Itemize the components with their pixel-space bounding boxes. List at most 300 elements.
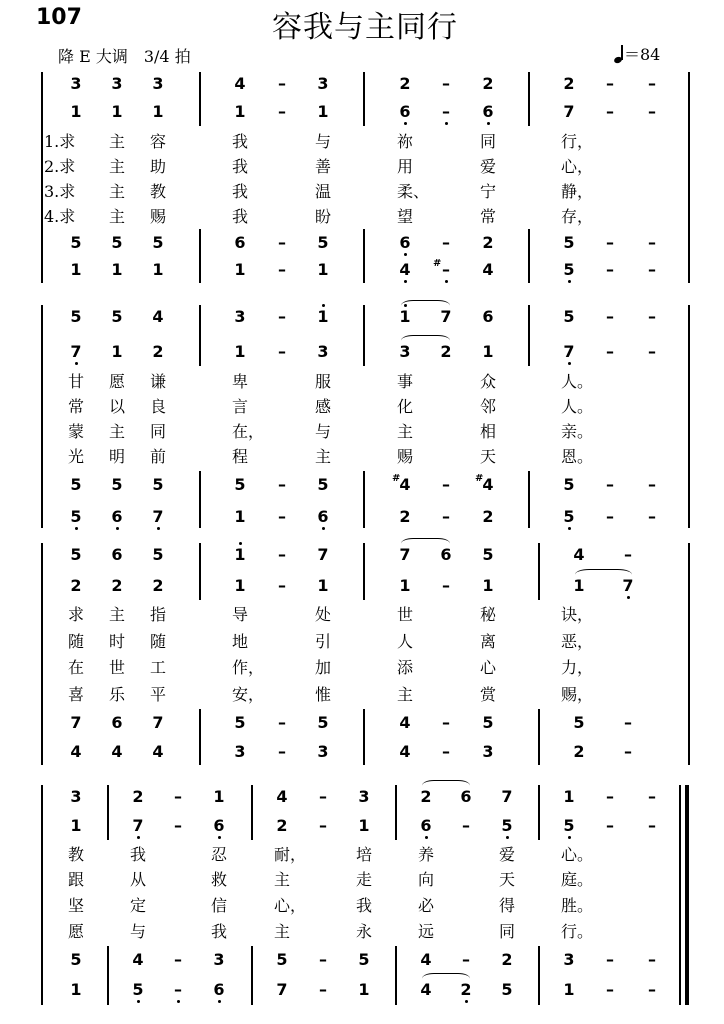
octave-dot	[75, 527, 78, 530]
lyric-text: 主	[274, 922, 291, 941]
dash-extend	[640, 475, 664, 495]
lyric-text: 柔、	[397, 182, 430, 201]
lyric-text: 祢	[397, 132, 414, 151]
barline	[363, 543, 365, 600]
note-text: 1	[70, 980, 82, 999]
lyric-syllable	[109, 182, 133, 202]
note	[270, 950, 294, 970]
note	[567, 545, 591, 565]
lyric-text: 静，	[561, 182, 594, 201]
note	[105, 260, 129, 280]
dash-extend	[640, 74, 664, 94]
dash-extend	[598, 980, 622, 1000]
lyric-text: 我	[232, 182, 249, 201]
note-text: 5	[70, 307, 82, 326]
lyric-syllable	[44, 157, 76, 177]
lyric-syllable	[68, 605, 92, 625]
note	[105, 102, 129, 122]
lyric-syllable	[211, 845, 235, 865]
note	[311, 342, 335, 362]
note-text: 2	[276, 816, 288, 835]
note	[311, 102, 335, 122]
dash-extend	[640, 507, 664, 527]
lyric-text: 添	[397, 658, 414, 677]
note	[105, 576, 129, 596]
note-text: 1	[317, 260, 329, 279]
lyric-syllable	[480, 397, 504, 417]
octave-dot	[487, 122, 490, 125]
note-text: –	[624, 545, 632, 564]
note	[126, 950, 150, 970]
dash-extend	[270, 475, 294, 495]
lyric-syllable	[561, 896, 594, 916]
barline	[688, 72, 690, 283]
lyric-text: 愿	[109, 372, 126, 391]
note	[393, 74, 417, 94]
note-text: 3	[317, 74, 329, 93]
dash-extend	[434, 742, 458, 762]
lyric-syllable	[109, 132, 133, 152]
lyric-syllable	[397, 132, 421, 152]
note-text: 2	[482, 74, 494, 93]
lyric-syllable	[150, 132, 174, 152]
note-text: –	[606, 950, 614, 969]
sharp-sign: #	[475, 473, 484, 484]
note-text: –	[174, 816, 182, 835]
octave-dot	[627, 596, 630, 599]
lyric-syllable	[499, 896, 523, 916]
lyric-syllable	[274, 845, 307, 865]
note-text: 7	[152, 713, 164, 732]
note-text: 1	[358, 816, 370, 835]
lyric-text: 忍	[211, 845, 228, 864]
note-text: 3	[111, 74, 123, 93]
lyric-text: 与	[130, 922, 147, 941]
note-text: –	[606, 74, 614, 93]
note	[393, 742, 417, 762]
note-text: 3	[234, 742, 246, 761]
dash-extend	[598, 475, 622, 495]
note-text: –	[278, 74, 286, 93]
dash-extend	[270, 233, 294, 253]
note-text: 4	[70, 742, 82, 761]
dash-extend	[270, 742, 294, 762]
dash-extend	[434, 233, 458, 253]
lyric-text: 培	[356, 845, 373, 864]
lyric-text: 加	[315, 658, 332, 677]
note-text: 6	[111, 713, 123, 732]
note-text: 6	[399, 102, 411, 121]
dash-extend	[166, 980, 190, 1000]
lyric-syllable	[150, 372, 174, 392]
lyric-text: 主	[397, 422, 414, 441]
note	[557, 950, 581, 970]
barline	[41, 72, 43, 283]
note	[228, 475, 252, 495]
dash-extend	[640, 980, 664, 1000]
note-text: 2	[501, 950, 513, 969]
note-text: 5	[70, 233, 82, 252]
note	[126, 816, 150, 836]
note	[476, 74, 500, 94]
barline	[199, 543, 201, 600]
lyric-text: 喜	[68, 685, 85, 704]
note	[64, 980, 88, 1000]
dash-extend	[640, 260, 664, 280]
dash-extend	[640, 307, 664, 327]
lyric-syllable	[109, 157, 133, 177]
lyric-syllable	[418, 896, 442, 916]
note-text: 2	[152, 342, 164, 361]
lyric-text: 诀，	[561, 605, 594, 624]
lyric-syllable	[397, 658, 421, 678]
note-text: 5	[152, 233, 164, 252]
lyric-syllable	[480, 658, 504, 678]
barline	[395, 785, 397, 840]
dash-extend	[270, 342, 294, 362]
lyric-text: 主	[274, 870, 291, 889]
lyric-syllable	[480, 207, 504, 227]
lyric-syllable	[315, 207, 339, 227]
note-text: 1	[573, 576, 585, 595]
lyric-text: 爱	[480, 157, 497, 176]
lyric-syllable	[315, 132, 339, 152]
note	[64, 507, 88, 527]
dash-extend	[311, 980, 335, 1000]
dash-extend	[434, 507, 458, 527]
lyric-text: 明	[109, 447, 126, 466]
note	[557, 342, 581, 362]
note-text: 7	[70, 342, 82, 361]
note	[64, 950, 88, 970]
lyric-syllable	[109, 605, 133, 625]
note	[228, 260, 252, 280]
lyric-syllable	[150, 632, 174, 652]
lyric-syllable	[109, 422, 133, 442]
note	[476, 545, 500, 565]
lyric-syllable	[68, 397, 92, 417]
note-text: 3	[482, 742, 494, 761]
note-text: 4	[132, 950, 144, 969]
note-text: –	[278, 742, 286, 761]
lyric-text: 心。	[561, 845, 594, 864]
lyric-text: 在	[68, 658, 85, 677]
lyric-syllable	[315, 422, 339, 442]
note-text: 5	[482, 713, 494, 732]
dash-extend	[598, 816, 622, 836]
note	[105, 307, 129, 327]
dash-extend	[616, 545, 640, 565]
lyric-syllable	[397, 605, 421, 625]
lyric-syllable	[561, 632, 594, 652]
lyric-syllable	[232, 605, 256, 625]
lyric-syllable	[150, 182, 174, 202]
note	[105, 507, 129, 527]
note	[64, 102, 88, 122]
lyric-syllable	[109, 632, 133, 652]
note-text: 5	[317, 713, 329, 732]
note	[146, 260, 170, 280]
lyric-syllable	[232, 182, 256, 202]
note	[476, 507, 500, 527]
note	[228, 74, 252, 94]
sharp-sign: #	[392, 473, 401, 484]
lyric-syllable	[150, 685, 174, 705]
note-text: –	[174, 787, 182, 806]
note	[557, 787, 581, 807]
lyric-text: 宁	[480, 182, 497, 201]
note-text: 3	[358, 787, 370, 806]
note-text: 5	[70, 950, 82, 969]
barline	[538, 709, 540, 765]
note	[105, 233, 129, 253]
lyric-syllable	[397, 632, 421, 652]
note-text: 1	[563, 980, 575, 999]
lyric-text: 胜。	[561, 896, 594, 915]
dash-extend	[598, 950, 622, 970]
barline	[107, 785, 109, 840]
lyric-text: 向	[418, 870, 435, 889]
lyric-text: 惟	[315, 685, 332, 704]
note	[228, 576, 252, 596]
lyric-text: 天	[499, 870, 516, 889]
lyric-syllable	[418, 845, 442, 865]
dash-extend	[166, 816, 190, 836]
lyric-syllable	[232, 658, 265, 678]
note-text: –	[442, 742, 450, 761]
lyric-syllable	[480, 157, 504, 177]
note-text: 6	[399, 233, 411, 252]
lyric-text: 程	[232, 447, 249, 466]
lyric-text: 我	[130, 845, 147, 864]
lyric-syllable	[315, 397, 339, 417]
note-text: –	[606, 507, 614, 526]
note-text: –	[319, 816, 327, 835]
note-text: –	[278, 233, 286, 252]
lyric-syllable	[232, 132, 256, 152]
lyric-syllable	[480, 632, 504, 652]
note	[352, 816, 376, 836]
note	[495, 816, 519, 836]
lyric-syllable	[480, 372, 504, 392]
note-text: 5	[276, 950, 288, 969]
lyric-syllable	[561, 447, 594, 467]
lyric-syllable	[232, 207, 256, 227]
note-text: –	[648, 950, 656, 969]
dash-extend	[598, 233, 622, 253]
note-text: 2	[420, 787, 432, 806]
note	[311, 475, 335, 495]
lyric-syllable	[150, 157, 174, 177]
barline	[363, 305, 365, 366]
note-text: –	[624, 742, 632, 761]
barline	[538, 543, 540, 600]
note	[270, 816, 294, 836]
lyric-text: 事	[397, 372, 414, 391]
lyric-syllable	[211, 896, 235, 916]
note	[476, 713, 500, 733]
lyric-text: 地	[232, 632, 249, 651]
lyric-syllable	[130, 922, 154, 942]
note-text: 6	[213, 816, 225, 835]
dash-extend	[434, 576, 458, 596]
lyric-syllable	[150, 422, 174, 442]
lyric-syllable	[68, 658, 92, 678]
dash-extend	[598, 342, 622, 362]
lyric-syllable	[44, 207, 76, 227]
lyric-syllable	[109, 207, 133, 227]
lyric-syllable	[150, 207, 174, 227]
note-text: 6	[213, 980, 225, 999]
note-text: 6	[440, 545, 452, 564]
lyric-text: 主	[109, 157, 126, 176]
note-text: 4	[152, 742, 164, 761]
note-text: 1	[358, 980, 370, 999]
note	[414, 950, 438, 970]
dash-extend	[640, 233, 664, 253]
note-text: –	[606, 102, 614, 121]
note-text: 7	[152, 507, 164, 526]
note-text: 7	[563, 102, 575, 121]
octave-dot	[465, 1000, 468, 1003]
barline	[688, 543, 690, 765]
note	[352, 787, 376, 807]
note-text: –	[648, 507, 656, 526]
dash-extend	[311, 816, 335, 836]
octave-dot	[239, 542, 242, 545]
lyric-text: 愿	[68, 922, 85, 941]
note	[64, 260, 88, 280]
octave-dot	[75, 362, 78, 365]
lyric-text: 坚	[68, 896, 85, 915]
note	[476, 576, 500, 596]
lyric-syllable	[315, 605, 339, 625]
barline	[107, 946, 109, 1005]
note-text: 4	[276, 787, 288, 806]
note-text: –	[606, 342, 614, 361]
note-text: 3	[213, 950, 225, 969]
note	[495, 980, 519, 1000]
note-text: 6	[482, 307, 494, 326]
lyric-text: 善	[315, 157, 332, 176]
note-text: 7	[399, 545, 411, 564]
lyric-text: 卑	[232, 372, 249, 391]
lyric-text: 庭。	[561, 870, 594, 889]
lyric-text: 良	[150, 397, 167, 416]
note-text: 1	[70, 260, 82, 279]
barline	[251, 785, 253, 840]
lyric-text: 我	[211, 922, 228, 941]
lyric-syllable	[68, 632, 92, 652]
lyric-syllable	[480, 132, 504, 152]
quarter-note-icon	[614, 45, 624, 63]
note-text: 5	[563, 260, 575, 279]
lyric-syllable	[561, 207, 594, 227]
lyric-syllable	[561, 870, 594, 890]
note-text: –	[174, 980, 182, 999]
note	[228, 307, 252, 327]
lyric-text: 容	[150, 132, 167, 151]
note-text: –	[278, 307, 286, 326]
note-text: –	[648, 342, 656, 361]
lyric-syllable	[68, 896, 92, 916]
lyric-text: 同	[480, 132, 497, 151]
dash-extend	[270, 260, 294, 280]
tempo-marking	[614, 42, 660, 65]
note-text: –	[648, 74, 656, 93]
lyric-text: 常	[68, 397, 85, 416]
lyric-syllable	[44, 182, 76, 202]
barline	[199, 305, 201, 366]
lyric-syllable	[499, 870, 523, 890]
note	[311, 307, 335, 327]
lyric-syllable	[356, 896, 380, 916]
dash-extend	[270, 74, 294, 94]
note	[557, 980, 581, 1000]
note-text: 1	[111, 102, 123, 121]
dash-extend	[434, 74, 458, 94]
note-text: 2	[132, 787, 144, 806]
lyric-text: 心	[480, 658, 497, 677]
dash-extend	[640, 816, 664, 836]
lyric-text: 赐，	[561, 685, 594, 704]
note-text: 5	[563, 307, 575, 326]
note-text: 1	[399, 307, 411, 326]
note-text: 7	[440, 307, 452, 326]
lyric-text: 世	[109, 658, 126, 677]
octave-dot	[322, 304, 325, 307]
note-text: 3	[563, 950, 575, 969]
dash-extend	[434, 260, 458, 280]
note	[146, 576, 170, 596]
lyric-syllable	[397, 397, 421, 417]
note-text: 6	[111, 545, 123, 564]
lyric-text: 赐	[150, 207, 167, 226]
dash-extend	[640, 950, 664, 970]
lyric-syllable	[68, 447, 92, 467]
note-text: –	[606, 980, 614, 999]
lyric-syllable	[480, 182, 504, 202]
note-text: 3	[317, 742, 329, 761]
note-text: 6	[111, 507, 123, 526]
lyric-syllable	[397, 447, 421, 467]
barline	[538, 946, 540, 1005]
note	[146, 307, 170, 327]
note-text: 4	[234, 74, 246, 93]
lyric-text: 主	[109, 422, 126, 441]
note	[105, 475, 129, 495]
note-text: –	[606, 233, 614, 252]
lyric-text: 言	[232, 397, 249, 416]
note	[311, 260, 335, 280]
note	[228, 342, 252, 362]
lyric-text: 邻	[480, 397, 497, 416]
octave-dot	[157, 527, 160, 530]
barline	[528, 471, 530, 528]
lyric-syllable	[130, 870, 154, 890]
note	[228, 713, 252, 733]
lyric-text: 恶，	[561, 632, 594, 651]
lyric-text: 赏	[480, 685, 497, 704]
lyric-text: 光	[68, 447, 85, 466]
lyric-syllable	[315, 182, 339, 202]
lyric-text: 求	[68, 605, 85, 624]
lyric-text: 人。	[561, 397, 594, 416]
note	[557, 260, 581, 280]
note-text: 7	[132, 816, 144, 835]
note	[311, 545, 335, 565]
lyric-syllable	[150, 397, 174, 417]
